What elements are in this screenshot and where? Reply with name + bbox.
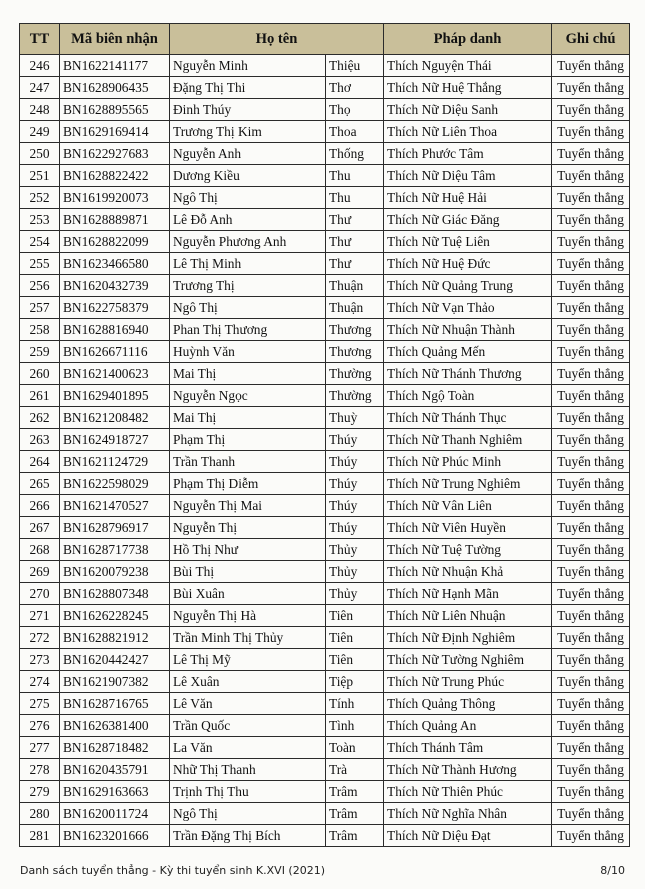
cell-first-name: Thọ — [326, 99, 384, 121]
cell-first-name: Tiên — [326, 605, 384, 627]
cell-code: BN1622927683 — [60, 143, 170, 165]
cell-tt: 281 — [20, 825, 60, 847]
cell-last-name: Bùi Thị — [170, 561, 326, 583]
cell-note: Tuyển thẳng — [552, 605, 630, 627]
cell-dharma-name: Thích Nữ Huệ Đức — [384, 253, 552, 275]
header-note: Ghi chú — [552, 24, 630, 55]
cell-code: BN1621124729 — [60, 451, 170, 473]
cell-first-name: Thúy — [326, 451, 384, 473]
cell-last-name: Phạm Thị Diễm — [170, 473, 326, 495]
cell-note: Tuyển thẳng — [552, 759, 630, 781]
table-row — [20, 77, 630, 99]
cell-note: Tuyển thẳng — [552, 693, 630, 715]
cell-code: BN1626381400 — [60, 715, 170, 737]
cell-code: BN1628889871 — [60, 209, 170, 231]
cell-last-name: Nguyễn Thị Mai — [170, 495, 326, 517]
cell-code: BN1628807348 — [60, 583, 170, 605]
cell-first-name: Tiệp — [326, 671, 384, 693]
cell-tt: 261 — [20, 385, 60, 407]
table-row — [20, 693, 630, 715]
cell-first-name: Thu — [326, 187, 384, 209]
cell-note: Tuyển thẳng — [552, 99, 630, 121]
cell-dharma-name: Thích Phước Tâm — [384, 143, 552, 165]
cell-note: Tuyển thẳng — [552, 319, 630, 341]
cell-tt: 279 — [20, 781, 60, 803]
table-row — [20, 561, 630, 583]
cell-note: Tuyển thẳng — [552, 517, 630, 539]
cell-tt: 258 — [20, 319, 60, 341]
cell-first-name: Thu — [326, 165, 384, 187]
cell-tt: 271 — [20, 605, 60, 627]
cell-dharma-name: Thích Nữ Thánh Thục — [384, 407, 552, 429]
cell-code: BN1626671116 — [60, 341, 170, 363]
cell-code: BN1622141177 — [60, 55, 170, 77]
cell-note: Tuyển thẳng — [552, 671, 630, 693]
cell-code: BN1621400623 — [60, 363, 170, 385]
cell-tt: 248 — [20, 99, 60, 121]
cell-tt: 260 — [20, 363, 60, 385]
cell-dharma-name: Thích Nữ Huệ Thắng — [384, 77, 552, 99]
cell-first-name: Thủy — [326, 583, 384, 605]
cell-last-name: Nguyễn Thị Hà — [170, 605, 326, 627]
page-footer — [20, 864, 625, 877]
cell-dharma-name: Thích Nữ Tuệ Tường — [384, 539, 552, 561]
table-row — [20, 55, 630, 77]
header-name: Họ tên — [170, 24, 384, 55]
cell-first-name: Thường — [326, 363, 384, 385]
cell-last-name: Đinh Thúy — [170, 99, 326, 121]
page-number: 8/10 — [600, 864, 625, 877]
cell-tt: 275 — [20, 693, 60, 715]
cell-last-name: Ngô Thị — [170, 297, 326, 319]
cell-code: BN1620442427 — [60, 649, 170, 671]
table-row — [20, 473, 630, 495]
table-row — [20, 781, 630, 803]
cell-dharma-name: Thích Nữ Viên Huyền — [384, 517, 552, 539]
cell-dharma-name: Thích Nữ Trung Phúc — [384, 671, 552, 693]
cell-dharma-name: Thích Nữ Hạnh Mãn — [384, 583, 552, 605]
cell-tt: 246 — [20, 55, 60, 77]
cell-last-name: Trương Thị Kim — [170, 121, 326, 143]
cell-first-name: Tiên — [326, 649, 384, 671]
table-row — [20, 341, 630, 363]
cell-last-name: Nguyễn Anh — [170, 143, 326, 165]
cell-note: Tuyển thẳng — [552, 561, 630, 583]
cell-first-name: Thủy — [326, 561, 384, 583]
table-row — [20, 297, 630, 319]
table-row — [20, 759, 630, 781]
cell-dharma-name: Thích Nữ Diệu Tâm — [384, 165, 552, 187]
footer-title: Danh sách tuyển thẳng - Kỳ thi tuyển sinh K.XVI (2021) — [20, 864, 326, 877]
cell-tt: 266 — [20, 495, 60, 517]
cell-code: BN1620011724 — [60, 803, 170, 825]
cell-tt: 270 — [20, 583, 60, 605]
cell-first-name: Thương — [326, 341, 384, 363]
table-row — [20, 121, 630, 143]
cell-first-name: Toàn — [326, 737, 384, 759]
cell-first-name: Tính — [326, 693, 384, 715]
cell-first-name: Thúy — [326, 517, 384, 539]
cell-dharma-name: Thích Nữ Nhuận Thành — [384, 319, 552, 341]
cell-dharma-name: Thích Thánh Tâm — [384, 737, 552, 759]
cell-tt: 265 — [20, 473, 60, 495]
cell-last-name: Đặng Thị Thi — [170, 77, 326, 99]
cell-tt: 277 — [20, 737, 60, 759]
cell-last-name: Nhữ Thị Thanh — [170, 759, 326, 781]
table-row — [20, 451, 630, 473]
cell-first-name: Thống — [326, 143, 384, 165]
cell-code: BN1628718482 — [60, 737, 170, 759]
cell-code: BN1629401895 — [60, 385, 170, 407]
table-row — [20, 187, 630, 209]
cell-note: Tuyển thẳng — [552, 77, 630, 99]
cell-dharma-name: Thích Nữ Vạn Thảo — [384, 297, 552, 319]
cell-last-name: Ngô Thị — [170, 187, 326, 209]
cell-tt: 263 — [20, 429, 60, 451]
cell-first-name: Thoa — [326, 121, 384, 143]
cell-tt: 276 — [20, 715, 60, 737]
cell-tt: 247 — [20, 77, 60, 99]
cell-code: BN1621470527 — [60, 495, 170, 517]
table-row — [20, 517, 630, 539]
cell-first-name: Thuận — [326, 297, 384, 319]
cell-dharma-name: Thích Nữ Tường Nghiêm — [384, 649, 552, 671]
cell-tt: 259 — [20, 341, 60, 363]
cell-dharma-name: Thích Nữ Nhuận Khả — [384, 561, 552, 583]
cell-code: BN1620435791 — [60, 759, 170, 781]
cell-tt: 257 — [20, 297, 60, 319]
table-row — [20, 539, 630, 561]
cell-dharma-name: Thích Nữ Tuệ Liên — [384, 231, 552, 253]
table-row — [20, 385, 630, 407]
table-header-row — [20, 24, 630, 55]
cell-last-name: Phạm Thị — [170, 429, 326, 451]
table-row — [20, 605, 630, 627]
cell-tt: 253 — [20, 209, 60, 231]
table-row — [20, 737, 630, 759]
cell-code: BN1629169414 — [60, 121, 170, 143]
cell-code: BN1622598029 — [60, 473, 170, 495]
table-row — [20, 253, 630, 275]
cell-first-name: Tình — [326, 715, 384, 737]
table-row — [20, 209, 630, 231]
table-row — [20, 407, 630, 429]
cell-note: Tuyển thẳng — [552, 231, 630, 253]
cell-last-name: Dương Kiều — [170, 165, 326, 187]
cell-note: Tuyển thẳng — [552, 143, 630, 165]
cell-tt: 250 — [20, 143, 60, 165]
cell-first-name: Thương — [326, 319, 384, 341]
cell-note: Tuyển thẳng — [552, 715, 630, 737]
table-row — [20, 165, 630, 187]
cell-last-name: Lê Thị Mỹ — [170, 649, 326, 671]
cell-note: Tuyển thẳng — [552, 385, 630, 407]
cell-dharma-name: Thích Quảng An — [384, 715, 552, 737]
cell-dharma-name: Thích Nữ Thánh Thương — [384, 363, 552, 385]
cell-note: Tuyển thẳng — [552, 803, 630, 825]
cell-tt: 272 — [20, 627, 60, 649]
cell-dharma-name: Thích Nữ Phúc Minh — [384, 451, 552, 473]
cell-note: Tuyển thẳng — [552, 451, 630, 473]
cell-last-name: Nguyễn Phương Anh — [170, 231, 326, 253]
cell-first-name: Thuỳ — [326, 407, 384, 429]
cell-last-name: Trần Quốc — [170, 715, 326, 737]
cell-dharma-name: Thích Nữ Thành Hương — [384, 759, 552, 781]
cell-dharma-name: Thích Quảng Mến — [384, 341, 552, 363]
table-row — [20, 143, 630, 165]
table-row — [20, 583, 630, 605]
admission-table — [19, 23, 630, 847]
cell-dharma-name: Thích Quảng Thông — [384, 693, 552, 715]
cell-code: BN1628895565 — [60, 99, 170, 121]
cell-note: Tuyển thẳng — [552, 297, 630, 319]
cell-note: Tuyển thẳng — [552, 539, 630, 561]
cell-first-name: Thư — [326, 253, 384, 275]
cell-note: Tuyển thẳng — [552, 495, 630, 517]
cell-first-name: Thư — [326, 209, 384, 231]
table-row — [20, 803, 630, 825]
cell-tt: 254 — [20, 231, 60, 253]
cell-tt: 280 — [20, 803, 60, 825]
cell-note: Tuyển thẳng — [552, 781, 630, 803]
cell-dharma-name: Thích Nữ Huệ Hải — [384, 187, 552, 209]
cell-last-name: Lê Đỗ Anh — [170, 209, 326, 231]
cell-last-name: Trần Đặng Thị Bích — [170, 825, 326, 847]
cell-note: Tuyển thẳng — [552, 187, 630, 209]
table-row — [20, 275, 630, 297]
cell-code: BN1628816940 — [60, 319, 170, 341]
cell-code: BN1628796917 — [60, 517, 170, 539]
cell-tt: 255 — [20, 253, 60, 275]
cell-code: BN1628906435 — [60, 77, 170, 99]
cell-dharma-name: Thích Nữ Diệu Sanh — [384, 99, 552, 121]
cell-dharma-name: Thích Nữ Nghĩa Nhân — [384, 803, 552, 825]
cell-dharma-name: Thích Ngộ Toàn — [384, 385, 552, 407]
cell-tt: 268 — [20, 539, 60, 561]
table-row — [20, 319, 630, 341]
cell-dharma-name: Thích Nữ Thiên Phúc — [384, 781, 552, 803]
cell-last-name: Lê Văn — [170, 693, 326, 715]
cell-tt: 249 — [20, 121, 60, 143]
cell-last-name: Bùi Xuân — [170, 583, 326, 605]
cell-tt: 264 — [20, 451, 60, 473]
cell-note: Tuyển thẳng — [552, 275, 630, 297]
cell-first-name: Thúy — [326, 429, 384, 451]
table-row — [20, 627, 630, 649]
cell-first-name: Tiên — [326, 627, 384, 649]
cell-code: BN1628822422 — [60, 165, 170, 187]
table-row — [20, 671, 630, 693]
cell-note: Tuyển thẳng — [552, 121, 630, 143]
cell-last-name: Lê Xuân — [170, 671, 326, 693]
cell-note: Tuyển thẳng — [552, 473, 630, 495]
cell-first-name: Thủy — [326, 539, 384, 561]
cell-code: BN1621907382 — [60, 671, 170, 693]
cell-tt: 273 — [20, 649, 60, 671]
cell-first-name: Thường — [326, 385, 384, 407]
header-code: Mã biên nhận — [60, 24, 170, 55]
cell-last-name: Huỳnh Văn — [170, 341, 326, 363]
cell-note: Tuyển thẳng — [552, 429, 630, 451]
cell-dharma-name: Thích Nữ Định Nghiêm — [384, 627, 552, 649]
cell-tt: 267 — [20, 517, 60, 539]
cell-dharma-name: Thích Nữ Trung Nghiêm — [384, 473, 552, 495]
cell-dharma-name: Thích Nữ Liên Thoa — [384, 121, 552, 143]
cell-first-name: Trâm — [326, 803, 384, 825]
table-row — [20, 825, 630, 847]
cell-first-name: Thuận — [326, 275, 384, 297]
cell-first-name: Thư — [326, 231, 384, 253]
cell-note: Tuyển thẳng — [552, 583, 630, 605]
cell-dharma-name: Thích Nữ Liên Nhuận — [384, 605, 552, 627]
cell-last-name: Hồ Thị Như — [170, 539, 326, 561]
cell-note: Tuyển thẳng — [552, 363, 630, 385]
cell-dharma-name: Thích Nữ Diệu Đạt — [384, 825, 552, 847]
cell-first-name: Thúy — [326, 473, 384, 495]
cell-last-name: Mai Thị — [170, 363, 326, 385]
cell-dharma-name: Thích Nữ Quảng Trung — [384, 275, 552, 297]
cell-code: BN1628716765 — [60, 693, 170, 715]
cell-first-name: Thúy — [326, 495, 384, 517]
cell-code: BN1620432739 — [60, 275, 170, 297]
table-row — [20, 99, 630, 121]
table-row — [20, 649, 630, 671]
header-dharma-name: Pháp danh — [384, 24, 552, 55]
cell-code: BN1624918727 — [60, 429, 170, 451]
cell-last-name: Nguyễn Minh — [170, 55, 326, 77]
cell-first-name: Trâm — [326, 781, 384, 803]
cell-tt: 274 — [20, 671, 60, 693]
cell-note: Tuyển thẳng — [552, 737, 630, 759]
cell-dharma-name: Thích Nguyện Thái — [384, 55, 552, 77]
cell-last-name: Mai Thị — [170, 407, 326, 429]
cell-code: BN1620079238 — [60, 561, 170, 583]
cell-last-name: Lê Thị Minh — [170, 253, 326, 275]
cell-code: BN1626228245 — [60, 605, 170, 627]
cell-last-name: Ngô Thị — [170, 803, 326, 825]
table-row — [20, 231, 630, 253]
cell-code: BN1619920073 — [60, 187, 170, 209]
cell-last-name: Nguyễn Thị — [170, 517, 326, 539]
cell-first-name: Trà — [326, 759, 384, 781]
cell-dharma-name: Thích Nữ Giác Đăng — [384, 209, 552, 231]
cell-dharma-name: Thích Nữ Thanh Nghiêm — [384, 429, 552, 451]
cell-note: Tuyển thẳng — [552, 407, 630, 429]
cell-last-name: Trương Thị — [170, 275, 326, 297]
cell-tt: 251 — [20, 165, 60, 187]
table-row — [20, 495, 630, 517]
cell-note: Tuyển thẳng — [552, 165, 630, 187]
cell-tt: 262 — [20, 407, 60, 429]
cell-note: Tuyển thẳng — [552, 209, 630, 231]
header-tt: TT — [20, 24, 60, 55]
cell-note: Tuyển thẳng — [552, 253, 630, 275]
cell-code: BN1621208482 — [60, 407, 170, 429]
cell-code: BN1622758379 — [60, 297, 170, 319]
cell-tt: 269 — [20, 561, 60, 583]
cell-tt: 252 — [20, 187, 60, 209]
cell-note: Tuyển thẳng — [552, 649, 630, 671]
table-row — [20, 363, 630, 385]
cell-last-name: Trần Minh Thị Thủy — [170, 627, 326, 649]
table-row — [20, 715, 630, 737]
cell-tt: 256 — [20, 275, 60, 297]
cell-last-name: Trịnh Thị Thu — [170, 781, 326, 803]
cell-dharma-name: Thích Nữ Vân Liên — [384, 495, 552, 517]
cell-first-name: Thiệu — [326, 55, 384, 77]
cell-tt: 278 — [20, 759, 60, 781]
cell-last-name: La Văn — [170, 737, 326, 759]
cell-note: Tuyển thẳng — [552, 341, 630, 363]
table-row — [20, 429, 630, 451]
cell-code: BN1628822099 — [60, 231, 170, 253]
table-body — [20, 55, 630, 847]
cell-code: BN1628717738 — [60, 539, 170, 561]
cell-note: Tuyển thẳng — [552, 55, 630, 77]
cell-code: BN1623466580 — [60, 253, 170, 275]
cell-code: BN1623201666 — [60, 825, 170, 847]
cell-code: BN1628821912 — [60, 627, 170, 649]
cell-first-name: Thơ — [326, 77, 384, 99]
cell-last-name: Phan Thị Thương — [170, 319, 326, 341]
cell-last-name: Trần Thanh — [170, 451, 326, 473]
cell-last-name: Nguyễn Ngọc — [170, 385, 326, 407]
cell-first-name: Trâm — [326, 825, 384, 847]
cell-note: Tuyển thẳng — [552, 825, 630, 847]
cell-code: BN1629163663 — [60, 781, 170, 803]
cell-note: Tuyển thẳng — [552, 627, 630, 649]
